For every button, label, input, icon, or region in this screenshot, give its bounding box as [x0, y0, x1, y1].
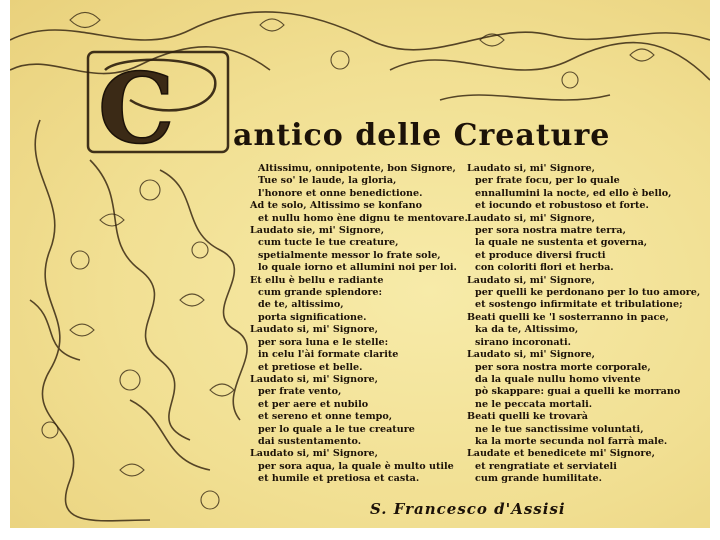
- poem-line: de te, altissimo,: [258, 299, 344, 311]
- poem-line: et per aere et nubilo: [258, 398, 369, 410]
- poem-line: sirano incoronati.: [475, 336, 571, 348]
- poem-line: et humile et pretiosa et casta.: [258, 473, 420, 485]
- poem-line: per lo quale a le tue creature: [258, 423, 415, 435]
- poem-line: Altissimu, onnipotente, bon Signore,: [258, 163, 456, 174]
- poem-line: spetialmente messor lo frate sole,: [258, 249, 441, 261]
- poem-line: Beati quelli ke 'l sosterranno in pace,: [467, 311, 669, 323]
- poem-right-column: [467, 163, 702, 486]
- illuminated-initial: [88, 62, 238, 152]
- poem-line: ka da te, Altissimo,: [475, 324, 579, 336]
- poem-line: Laudato si, mi' Signore,: [467, 274, 595, 286]
- poem-line: per frate vento,: [258, 386, 342, 398]
- poem-line: Ad te solo, Altissimo se konfano: [250, 200, 422, 212]
- poem-line: Laudato sie, mi' Signore,: [250, 225, 385, 237]
- author-signature: S. Francesco d'Assisi: [370, 500, 566, 518]
- poem-line: et iocundo et robustoso et forte.: [475, 200, 649, 212]
- poem-line: per sora aqua, la quale è multo utile: [258, 460, 454, 472]
- poem-line: Laudato si, mi' Signore,: [250, 373, 378, 385]
- poem-line: pò skappare: guai a quelli ke morrano: [475, 386, 681, 398]
- poem-line: et rengratiate et serviateli: [475, 460, 617, 472]
- poem-line: Laudato si, mi' Signore,: [467, 349, 595, 361]
- poem-line: ne le peccata mortali.: [475, 398, 593, 410]
- poem-line: Tue so' le laude, la gloria,: [258, 175, 397, 187]
- poem-line: ne le tue sanctissime voluntati,: [475, 423, 644, 435]
- poem-line: per frate focu, per lo quale: [475, 175, 620, 187]
- poem-line: Laudato si, mi' Signore,: [467, 163, 595, 174]
- poem-line: Laudato si, mi' Signore,: [467, 212, 595, 224]
- poem-line: Laudato si, mi' Signore,: [250, 324, 378, 336]
- poem-line: et nullu homo ène dignu te mentovare.: [258, 212, 468, 224]
- poem-line: cum grande humilitate.: [475, 473, 602, 485]
- poem-line: et sostengo infirmitate et tribulatione;: [475, 299, 683, 311]
- poem-line: la quale ne sustenta et governa,: [475, 237, 648, 249]
- poem-line: lo quale iorno et allumini noi per loi.: [258, 262, 457, 274]
- poem-line: Laudate et benedicete mi' Signore,: [467, 448, 655, 460]
- poem-line: con coloriti flori et herba.: [475, 262, 614, 274]
- poem-line: ennallumini la nocte, ed ello è bello,: [475, 187, 672, 199]
- svg-text:C: C: [98, 62, 175, 152]
- poem-line: cum tucte le tue creature,: [258, 237, 399, 249]
- poem-line: et produce diversi fructi: [475, 249, 606, 261]
- poem-line: Beati quelli ke trovarà: [467, 411, 588, 423]
- poem-line: et sereno et onne tempo,: [258, 411, 393, 423]
- poem-line: porta significatione.: [258, 311, 367, 323]
- poem-line: et pretiose et belle.: [258, 361, 363, 373]
- poem-line: per quelli ke perdonano per lo tuo amore,: [475, 287, 701, 299]
- poem-line: dai sustentamento.: [258, 435, 362, 447]
- poem-line: da la quale nullu homo vivente: [475, 373, 641, 385]
- poem-line: per sora luna e le stelle:: [258, 336, 389, 348]
- poem-line: cum grande splendore:: [258, 287, 383, 299]
- poem-line: Et ellu è bellu e radiante: [250, 274, 384, 286]
- poem-title: antico delle Creature: [233, 118, 611, 153]
- poem-line: in celu l'ài formate clarite: [258, 349, 399, 361]
- poem-line: per sora nostra matre terra,: [475, 225, 626, 237]
- poem-left-column: [250, 163, 468, 486]
- poem-line: l'honore et onne benedictione.: [258, 187, 423, 199]
- poem-line: per sora nostra morte corporale,: [475, 361, 651, 373]
- poem-line: Laudato si, mi' Signore,: [250, 448, 378, 460]
- poem-line: ka la morte secunda nol farrà male.: [475, 435, 668, 447]
- parchment-page: [10, 0, 710, 528]
